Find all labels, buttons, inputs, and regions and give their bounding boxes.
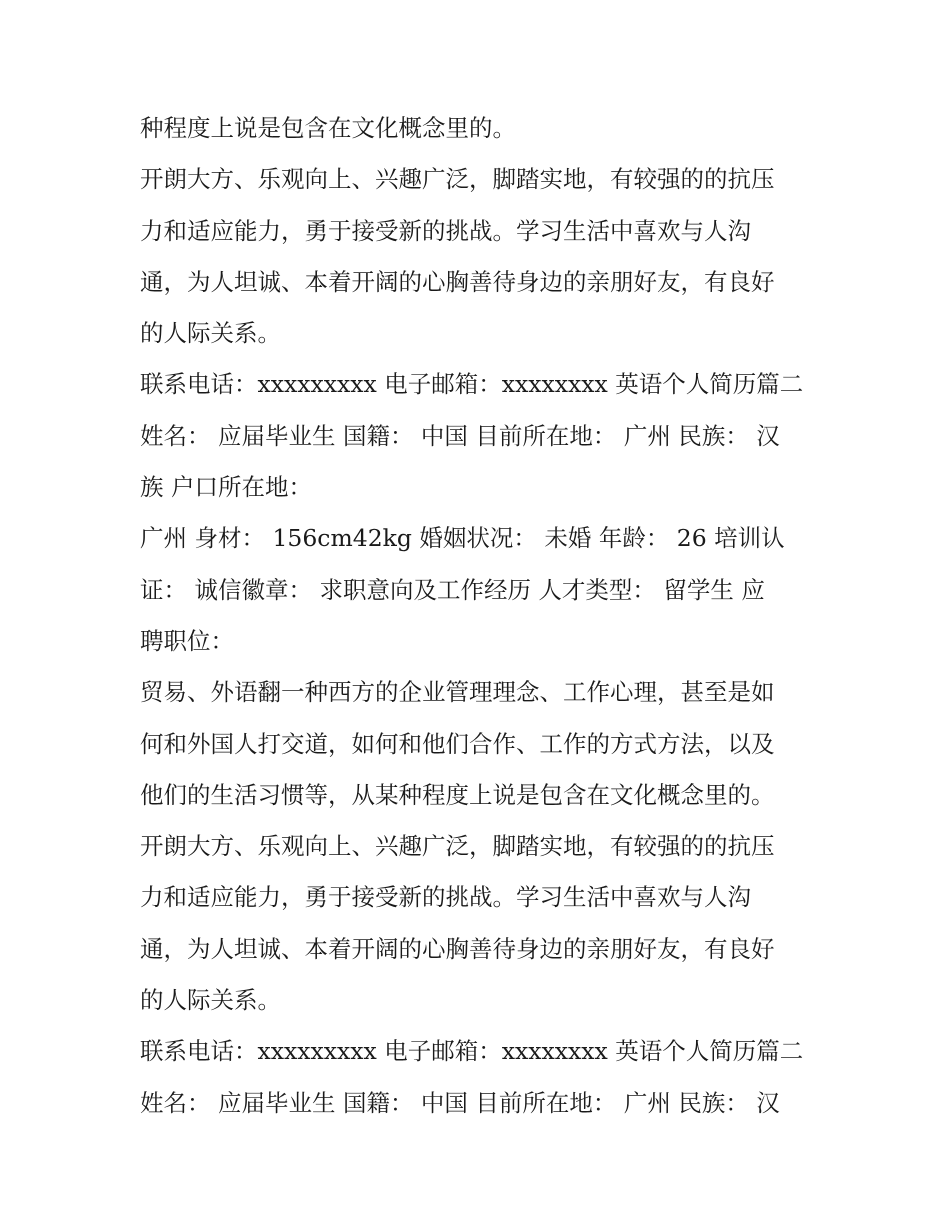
document-body	[140, 103, 820, 1129]
text-line: 姓名： 应届毕业生 国籍： 中国 目前所在地： 广州 民族： 汉	[140, 1088, 780, 1117]
text-line: 的人际关系。	[140, 986, 281, 1015]
text-line: 力和适应能力，勇于接受新的挑战。学习生活中喜欢与人沟	[140, 216, 751, 245]
text-line: 联系电话：xxxxxxxxx 电子邮箱：xxxxxxxx 英语个人简历篇二	[140, 1037, 804, 1066]
text-line: 联系电话：xxxxxxxxx 电子邮箱：xxxxxxxx 英语个人简历篇二	[140, 370, 804, 399]
text-line: 力和适应能力，勇于接受新的挑战。学习生活中喜欢与人沟	[140, 883, 751, 912]
text-line: 开朗大方、乐观向上、兴趣广泛，脚踏实地，有较强的的抗压	[140, 832, 775, 861]
text-line: 种程度上说是包含在文化概念里的。	[140, 114, 516, 142]
text-line: 姓名： 应届毕业生 国籍： 中国 目前所在地： 广州 民族： 汉	[140, 421, 780, 450]
text-line: 聘职位：	[140, 626, 234, 655]
text-line: 通，为人坦诚、本着开阔的心胸善待身边的亲朋好友，有良好	[140, 267, 775, 296]
text-line: 贸易、外语翻一种西方的企业管理理念、工作心理，甚至是如	[140, 678, 775, 707]
text-line: 开朗大方、乐观向上、兴趣广泛，脚踏实地，有较强的的抗压	[140, 165, 775, 194]
text-line: 广州 身材： 156cm42kg 婚姻状况： 未婚 年龄： 26 培训认	[140, 524, 785, 553]
text-line: 通，为人坦诚、本着开阔的心胸善待身边的亲朋好友，有良好	[140, 934, 775, 963]
text-line: 他们的生活习惯等，从某种程度上说是包含在文化概念里的。	[140, 780, 775, 809]
text-line: 的人际关系。	[140, 319, 281, 348]
text-line: 族 户口所在地：	[140, 473, 312, 502]
text-line: 何和外国人打交道，如何和他们合作、工作的方式方法，以及	[140, 729, 775, 758]
text-line: 证： 诚信徽章： 求职意向及工作经历 人才类型： 留学生 应	[140, 575, 765, 604]
